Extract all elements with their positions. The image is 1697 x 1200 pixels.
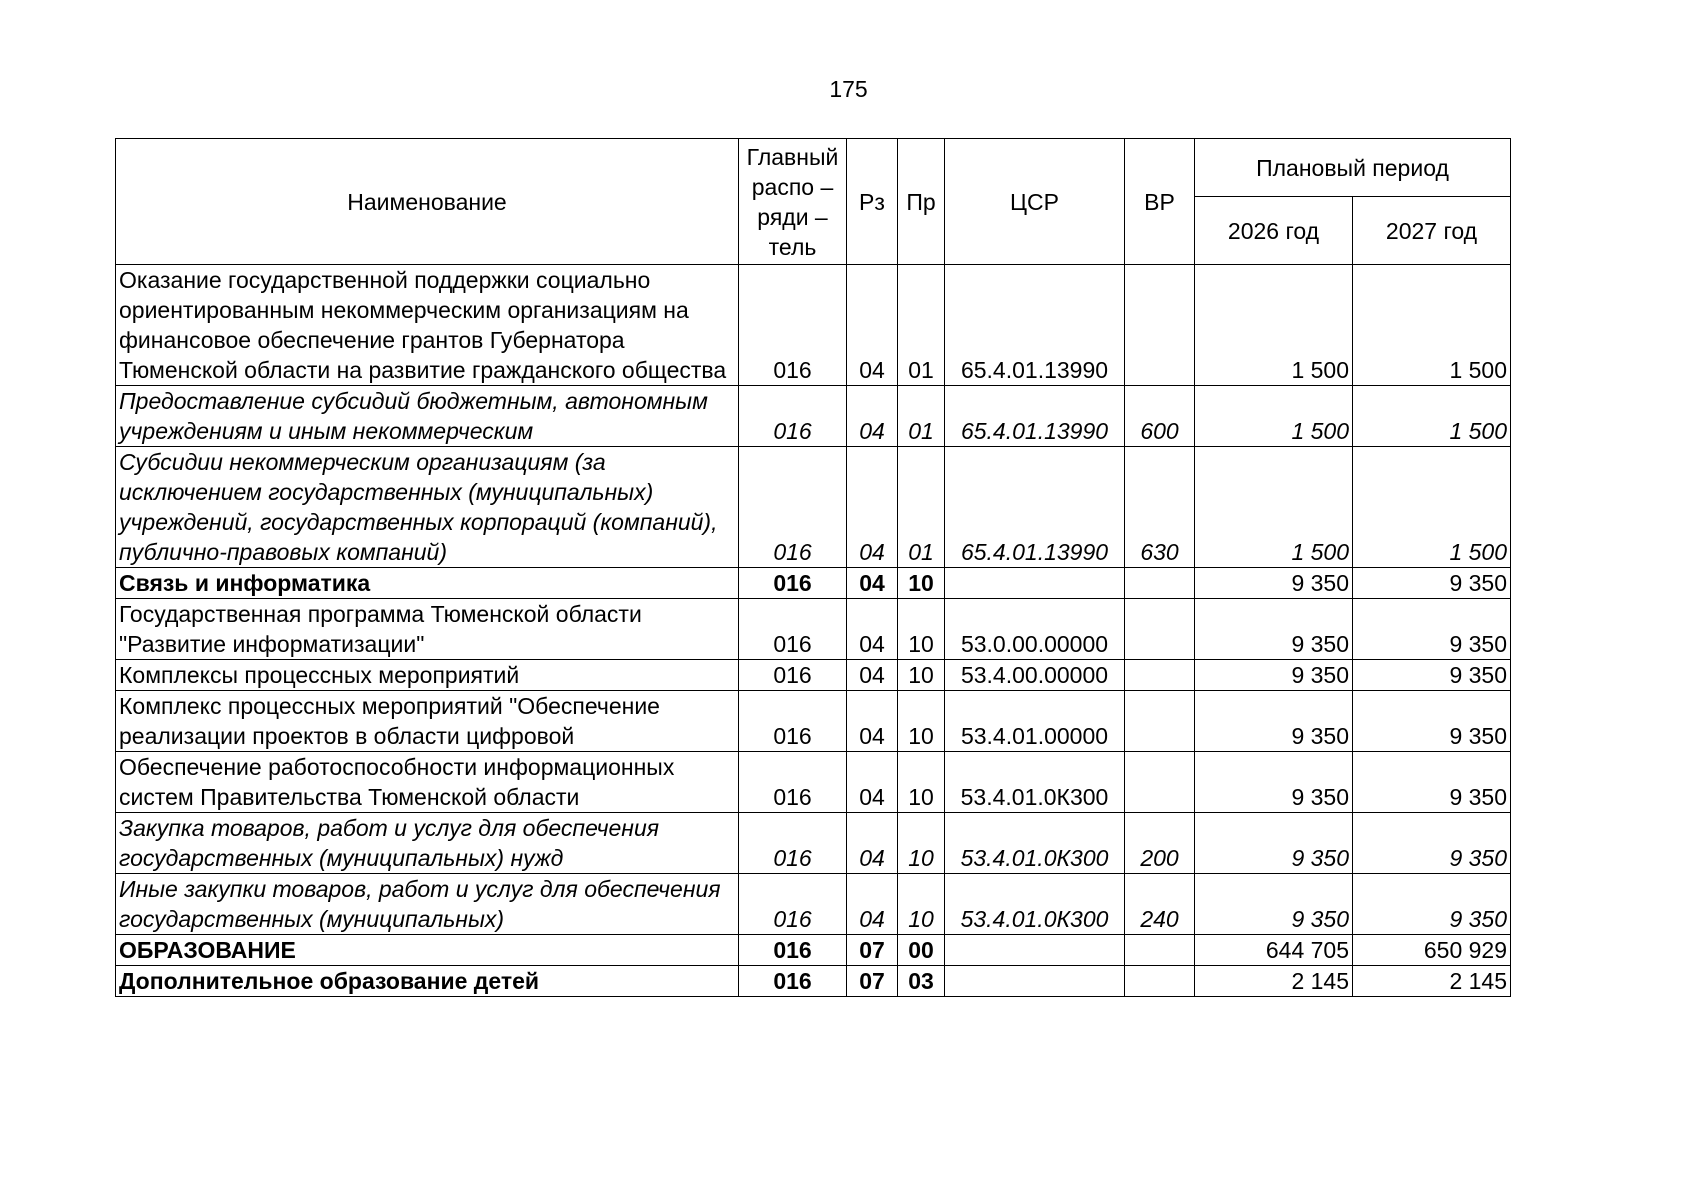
cell-rz: 04 xyxy=(847,386,898,447)
cell-rz: 04 xyxy=(847,265,898,386)
cell-main-manager: 016 xyxy=(739,447,847,568)
table-row xyxy=(116,660,1511,691)
cell-pr: 10 xyxy=(898,660,945,691)
header-name: Наименование xyxy=(116,139,739,265)
cell-pr: 01 xyxy=(898,265,945,386)
cell-rz: 04 xyxy=(847,874,898,935)
cell-2027: 9 350 xyxy=(1353,813,1511,874)
cell-2027: 9 350 xyxy=(1353,874,1511,935)
cell-2027: 9 350 xyxy=(1353,599,1511,660)
cell-main-manager: 016 xyxy=(739,691,847,752)
cell-2026: 9 350 xyxy=(1195,752,1353,813)
cell-2026: 9 350 xyxy=(1195,691,1353,752)
cell-name: Обеспечение работоспособности информационных систем Правительства Тюменской области xyxy=(116,752,739,813)
cell-pr: 01 xyxy=(898,386,945,447)
cell-csr: 53.4.01.0К300 xyxy=(945,874,1125,935)
cell-name: Комплекс процессных мероприятий "Обеспечение реализации проектов в области цифровой xyxy=(116,691,739,752)
cell-rz: 04 xyxy=(847,447,898,568)
header-pr: Пр xyxy=(898,139,945,265)
table-row xyxy=(116,691,1511,752)
cell-name: Государственная программа Тюменской области "Развитие информатизации" xyxy=(116,599,739,660)
cell-main-manager: 016 xyxy=(739,874,847,935)
cell-vr xyxy=(1125,265,1195,386)
cell-name: Закупка товаров, работ и услуг для обеспечения государственных (муниципальных) нужд xyxy=(116,813,739,874)
cell-vr xyxy=(1125,568,1195,599)
cell-main-manager: 016 xyxy=(739,813,847,874)
table-row xyxy=(116,447,1511,568)
cell-2027: 1 500 xyxy=(1353,386,1511,447)
table-header xyxy=(116,139,1511,265)
cell-csr: 65.4.01.13990 xyxy=(945,265,1125,386)
cell-csr: 53.4.01.0К300 xyxy=(945,813,1125,874)
cell-rz: 04 xyxy=(847,813,898,874)
cell-2026: 644 705 xyxy=(1195,935,1353,966)
cell-csr: 65.4.01.13990 xyxy=(945,386,1125,447)
cell-main-manager: 016 xyxy=(739,386,847,447)
cell-name: Иные закупки товаров, работ и услуг для обеспечения государственных (муниципальных) xyxy=(116,874,739,935)
table-row xyxy=(116,813,1511,874)
cell-pr: 10 xyxy=(898,599,945,660)
cell-pr: 10 xyxy=(898,874,945,935)
header-planned-period: Плановый период xyxy=(1195,139,1511,197)
cell-2026: 1 500 xyxy=(1195,265,1353,386)
table-row xyxy=(116,265,1511,386)
cell-vr xyxy=(1125,599,1195,660)
cell-csr: 53.4.00.00000 xyxy=(945,660,1125,691)
table-row xyxy=(116,935,1511,966)
cell-main-manager: 016 xyxy=(739,935,847,966)
cell-2026: 9 350 xyxy=(1195,813,1353,874)
header-rz: Рз xyxy=(847,139,898,265)
cell-vr: 240 xyxy=(1125,874,1195,935)
budget-table xyxy=(115,138,1511,997)
table-row xyxy=(116,752,1511,813)
cell-vr xyxy=(1125,966,1195,997)
page-number: 175 xyxy=(829,76,868,102)
cell-pr: 03 xyxy=(898,966,945,997)
cell-csr xyxy=(945,568,1125,599)
cell-pr: 10 xyxy=(898,691,945,752)
cell-2026: 2 145 xyxy=(1195,966,1353,997)
cell-rz: 04 xyxy=(847,691,898,752)
cell-csr: 53.4.01.0К300 xyxy=(945,752,1125,813)
cell-name: Субсидии некоммерческим организациям (за исключением государственных (муниципальных) учреждений, государственных корпораций (компаний), публично-правовых компаний) xyxy=(116,447,739,568)
cell-vr xyxy=(1125,935,1195,966)
cell-name: Комплексы процессных мероприятий xyxy=(116,660,739,691)
cell-name: Дополнительное образование детей xyxy=(116,966,739,997)
cell-main-manager: 016 xyxy=(739,752,847,813)
cell-2027: 9 350 xyxy=(1353,691,1511,752)
cell-csr: 53.4.01.00000 xyxy=(945,691,1125,752)
cell-2026: 9 350 xyxy=(1195,660,1353,691)
cell-main-manager: 016 xyxy=(739,265,847,386)
cell-csr xyxy=(945,966,1125,997)
cell-rz: 04 xyxy=(847,599,898,660)
cell-2026: 9 350 xyxy=(1195,599,1353,660)
cell-rz: 04 xyxy=(847,568,898,599)
cell-pr: 00 xyxy=(898,935,945,966)
table-body xyxy=(116,265,1511,997)
table-row xyxy=(116,568,1511,599)
cell-name: Предоставление субсидий бюджетным, автономным учреждениям и иным некоммерческим xyxy=(116,386,739,447)
cell-vr: 600 xyxy=(1125,386,1195,447)
cell-2026: 1 500 xyxy=(1195,386,1353,447)
cell-vr xyxy=(1125,691,1195,752)
header-year-2027: 2027 год xyxy=(1353,197,1511,265)
table-row xyxy=(116,966,1511,997)
cell-2027: 9 350 xyxy=(1353,660,1511,691)
cell-2026: 9 350 xyxy=(1195,568,1353,599)
header-vr: ВР xyxy=(1125,139,1195,265)
cell-2027: 650 929 xyxy=(1353,935,1511,966)
cell-rz: 04 xyxy=(847,660,898,691)
cell-name: ОБРАЗОВАНИЕ xyxy=(116,935,739,966)
header-csr: ЦСР xyxy=(945,139,1125,265)
cell-2026: 1 500 xyxy=(1195,447,1353,568)
cell-rz: 07 xyxy=(847,966,898,997)
cell-2027: 9 350 xyxy=(1353,752,1511,813)
cell-main-manager: 016 xyxy=(739,568,847,599)
cell-2027: 2 145 xyxy=(1353,966,1511,997)
table-row xyxy=(116,599,1511,660)
cell-csr: 65.4.01.13990 xyxy=(945,447,1125,568)
cell-rz: 07 xyxy=(847,935,898,966)
table-row xyxy=(116,874,1511,935)
cell-2027: 1 500 xyxy=(1353,265,1511,386)
cell-csr xyxy=(945,935,1125,966)
cell-main-manager: 016 xyxy=(739,599,847,660)
cell-main-manager: 016 xyxy=(739,660,847,691)
cell-pr: 10 xyxy=(898,752,945,813)
cell-pr: 01 xyxy=(898,447,945,568)
cell-main-manager: 016 xyxy=(739,966,847,997)
cell-vr: 630 xyxy=(1125,447,1195,568)
cell-pr: 10 xyxy=(898,813,945,874)
cell-rz: 04 xyxy=(847,752,898,813)
cell-2027: 1 500 xyxy=(1353,447,1511,568)
cell-vr xyxy=(1125,752,1195,813)
cell-name: Оказание государственной поддержки социально ориентированным некоммерческим организациям на финансовое обеспечение грантов Губернатора Тюменской области на развитие гражданского общества xyxy=(116,265,739,386)
header-year-2026: 2026 год xyxy=(1195,197,1353,265)
cell-name: Связь и информатика xyxy=(116,568,739,599)
cell-2026: 9 350 xyxy=(1195,874,1353,935)
cell-vr: 200 xyxy=(1125,813,1195,874)
cell-2027: 9 350 xyxy=(1353,568,1511,599)
cell-csr: 53.0.00.00000 xyxy=(945,599,1125,660)
header-main-manager: Главный распо – ряди – тель xyxy=(739,139,847,265)
cell-pr: 10 xyxy=(898,568,945,599)
table-row xyxy=(116,386,1511,447)
cell-vr xyxy=(1125,660,1195,691)
